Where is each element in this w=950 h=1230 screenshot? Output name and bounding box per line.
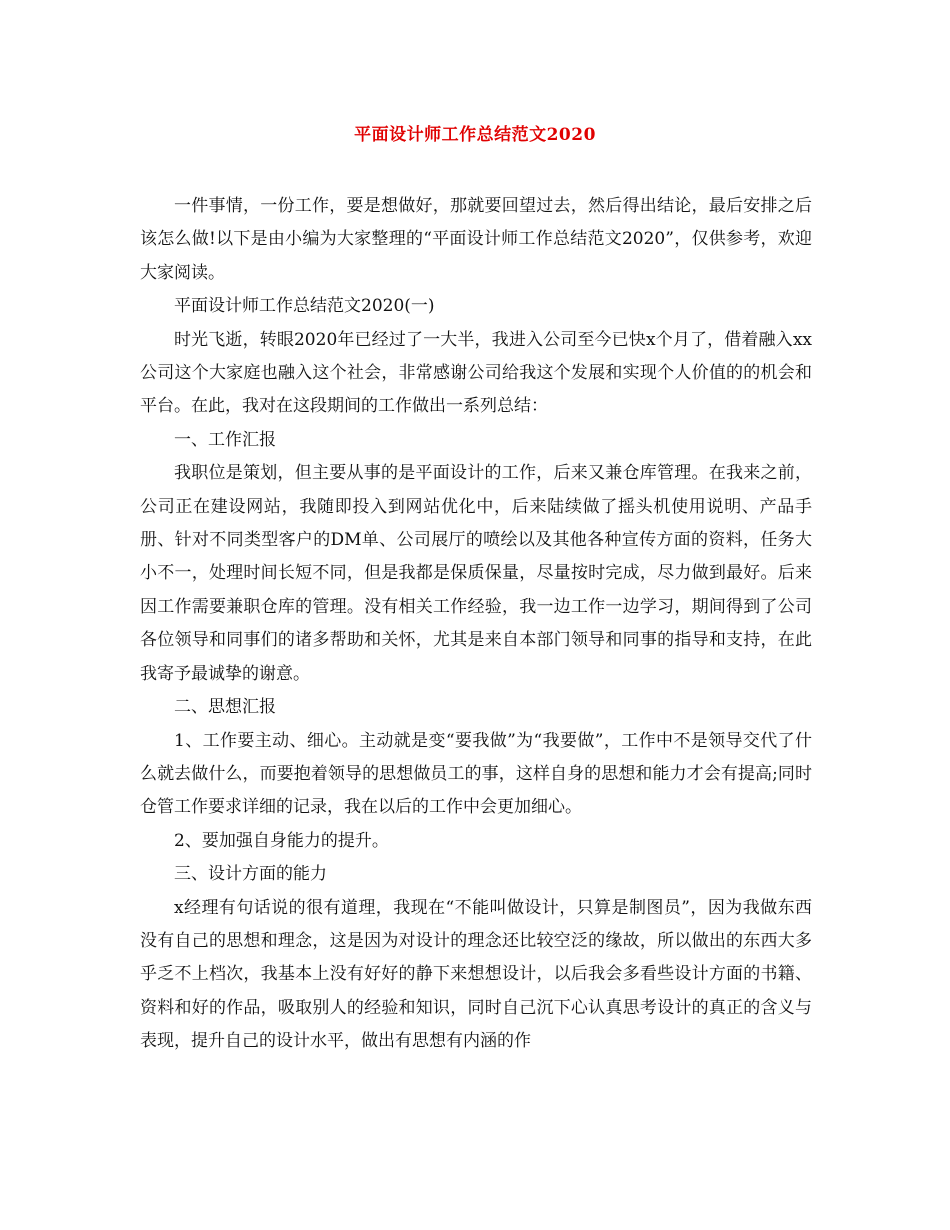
paragraph-thought-point-1: 1、工作要主动、细心。主动就是变“要我做”为“我要做”，工作中不是领导交代了什么就去做什么，而要抱着领导的思想做员工的事，这样自身的思想和能力才会有提高;同时仓管工作要求详细的记录，我在以后的工作中会更加细心。 — [140, 730, 812, 818]
paragraph-design-ability: x经理有句话说的很有道理，我现在“不能叫做设计，只算是制图员”，因为我做东西没有自己的思想和理念，这是因为对设计的理念还比较空泛的缘故，所以做出的东西大多乎乏不上档次，我基本上没有好好的静下来想想设计，以后我会多看些设计方面的书籍、资料和好的作品，吸取别人的经验和知识，同时自己沉下心认真思考设计的真正的含义与表现，提升自己的设计水平，做出有思想有内涵的作 — [140, 897, 812, 1052]
document-title: 平面设计师工作总结范文2020 — [354, 125, 596, 145]
paragraph-intro: 一件事情，一份工作，要是想做好，那就要回望过去，然后得出结论，最后安排之后该怎么做!以下是由小编为大家整理的“平面设计师工作总结范文2020”，仅供参考，欢迎大家阅读。 — [140, 196, 812, 283]
paragraph-opening: 时光飞逝，转眼2020年已经过了一大半，我进入公司至今已快x个月了，借着融入xx公司这个大家庭也融入这个社会，非常感谢公司给我这个发展和实现个人价值的的机会和平台。在此，我对在这段期间的工作做出一系列总结： — [140, 329, 812, 417]
section-heading-part-one: 平面设计师工作总结范文2020(一) — [174, 296, 435, 317]
heading-thought-report: 二、思想汇报 — [174, 697, 276, 718]
document-body — [140, 190, 812, 1059]
paragraph-thought-point-2: 2、要加强自身能力的提升。 — [174, 830, 389, 851]
heading-work-report: 一、工作汇报 — [174, 429, 276, 450]
paragraph-work-report: 我职位是策划，但主要从事的是平面设计的工作，后来又兼仓库管理。在我来之前，公司正在建设网站，我随即投入到网站优化中，后来陆续做了摇头机使用说明、产品手册、针对不同类型客户的DM单、公司展厅的喷绘以及其他各种宣传方面的资料，任务大小不一，处理时间长短不同，但是我都是保质保量，尽量按时完成，尽力做到最好。后来因工作需要兼职仓库的管理。没有相关工作经验，我一边工作一边学习，期间得到了公司各位领导和同事们的诸多帮助和关怀，尤其是来自本部门领导和同事的指导和支持，在此我寄予最诚挚的谢意。 — [140, 463, 812, 684]
heading-design-ability: 三、设计方面的能力 — [174, 864, 327, 885]
